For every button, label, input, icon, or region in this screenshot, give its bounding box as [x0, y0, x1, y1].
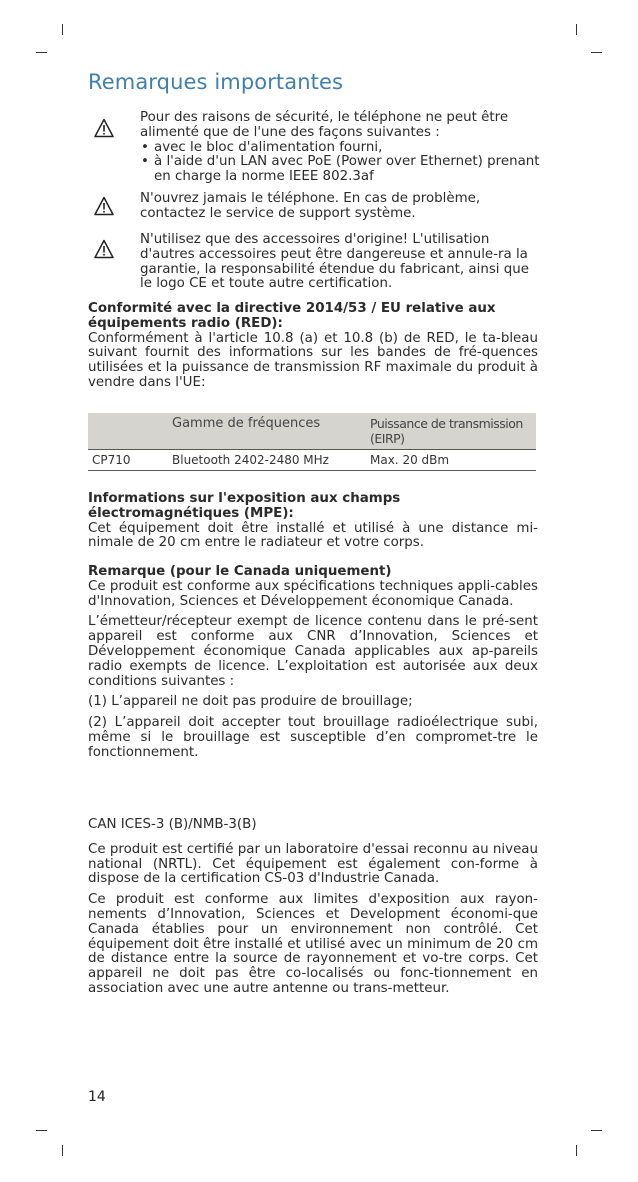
crop-mark-bottom-left-h: [36, 1130, 47, 1131]
mpe-heading: Informations sur l'exposition aux champs électromagnétiques (MPE):: [88, 491, 401, 521]
warning-power-list: [140, 141, 540, 185]
warning-open-phone: N'ouvrez jamais le téléphone. En cas de problème, contactez le service de support système.: [140, 191, 481, 221]
red-heading: Conformité avec la directive 2014/53 / EU relative aux équipements radio (RED):: [88, 301, 496, 331]
table-cell: Max. 20 dBm: [370, 453, 450, 467]
canada-paragraph: Ce produit est conforme aux spécifications techniques appli-cables d'Innovation, Sciences et Développement économique Canada.: [88, 578, 538, 609]
canada-paragraph: L’émetteur/récepteur exempt de licence contenu dans le pré-sent appareil est conforme aux CNR d’Innovation, Sciences et Développement économique Canada applicables aux ap-pareils radio exempts de licence. L’exploitation est autorisée aux deux conditions suivantes :: [88, 614, 538, 689]
warning-accessories: N'utilisez que des accessoires d'origine! L'utilisation d'autres accessoires peut être dangereuse et annule-ra la garantie, la responsabilité étendue du fabricant, ainsi que le logo CE et toute autre certification.: [140, 232, 529, 292]
red-section: [88, 302, 538, 397]
page-number: 14: [88, 1089, 106, 1105]
ices-paragraph: Ce produit est certifié par un laboratoire d'essai reconnu au niveau national (NRTL). Cet équipement est également con-forme à dispose de la certification CS-03 d'Industrie Canada.: [88, 841, 538, 887]
crop-mark-top-left-h: [36, 52, 47, 53]
warning-triangle-icon: [94, 196, 114, 216]
mpe-body: Cet équipement doit être installé et utilisé à une distance mi-nimale de 20 cm entre le radiateur et votre corps.: [88, 520, 538, 551]
ices-label: CAN ICES-3 (B)/NMB-3(B): [88, 817, 257, 832]
table-row: [88, 450, 536, 471]
canada-section: [88, 565, 538, 767]
table-cell: CP710: [92, 453, 131, 467]
ices-paragraph: Ce produit est conforme aux limites d'exposition aux rayon-nements d’Innovation, Sciences et Development économi-que Canada établies pour un environnement non contrôlé. Cet équipement doit être installé et utilisé avec un minimum de 20 cm de distance entre la source de rayonnement et vo-tre corps. Cet appareil ne doit pas être co-localisés ou fonc-tionnement en association avec une autre antenne ou trans-metteur.: [88, 892, 538, 996]
table-header-row: [88, 413, 536, 450]
list-item: • avec le bloc d'alimentation fourni,: [140, 141, 540, 156]
warning-power: [140, 111, 540, 185]
warning-triangle-icon: [94, 239, 114, 259]
canada-paragraph: (2) L’appareil doit accepter tout brouillage radioélectrique subi, même si le brouillage est susceptible d’en compromet-tre le fonctionnement.: [88, 715, 538, 760]
table-cell: Bluetooth 2402-2480 MHz: [172, 453, 329, 467]
warning-power-text: Pour des raisons de sécurité, le téléphone ne peut être alimenté que de l'une des façons suivantes :: [140, 110, 509, 140]
crop-mark-bottom-right-v: [576, 1145, 577, 1156]
table-header-cell: Gamme de fréquences: [172, 416, 321, 431]
canada-paragraph: (1) L’appareil ne doit pas produire de brouillage;: [88, 694, 413, 710]
page-title: Remarques importantes: [88, 70, 344, 94]
crop-mark-bottom-right-h: [591, 1130, 602, 1131]
red-body: Conformément à l'article 10.8 (a) et 10.8 (b) de RED, le ta-bleau suivant fournit des informations sur les bandes de fré-quences utilisées et la puissance de transmission RF maximale du produit à vendre dans l'UE:: [88, 330, 538, 390]
table-header-cell: [88, 413, 168, 450]
crop-mark-bottom-left-v: [62, 1145, 63, 1156]
warning-triangle-icon: [94, 118, 114, 138]
table-header-cell: Puissance de transmission (EIRP): [370, 416, 523, 446]
rf-table: [88, 413, 536, 471]
ices-section: [88, 818, 538, 1003]
crop-mark-top-right-h: [591, 52, 602, 53]
list-item: • à l'aide d'un LAN avec PoE (Power over Ethernet) prenant en charge la norme IEEE 802.3af: [140, 155, 540, 185]
crop-mark-top-right-v: [576, 24, 577, 35]
canada-heading: Remarque (pour le Canada uniquement): [88, 564, 392, 579]
mpe-section: [88, 492, 538, 557]
crop-mark-top-left-v: [62, 24, 63, 35]
